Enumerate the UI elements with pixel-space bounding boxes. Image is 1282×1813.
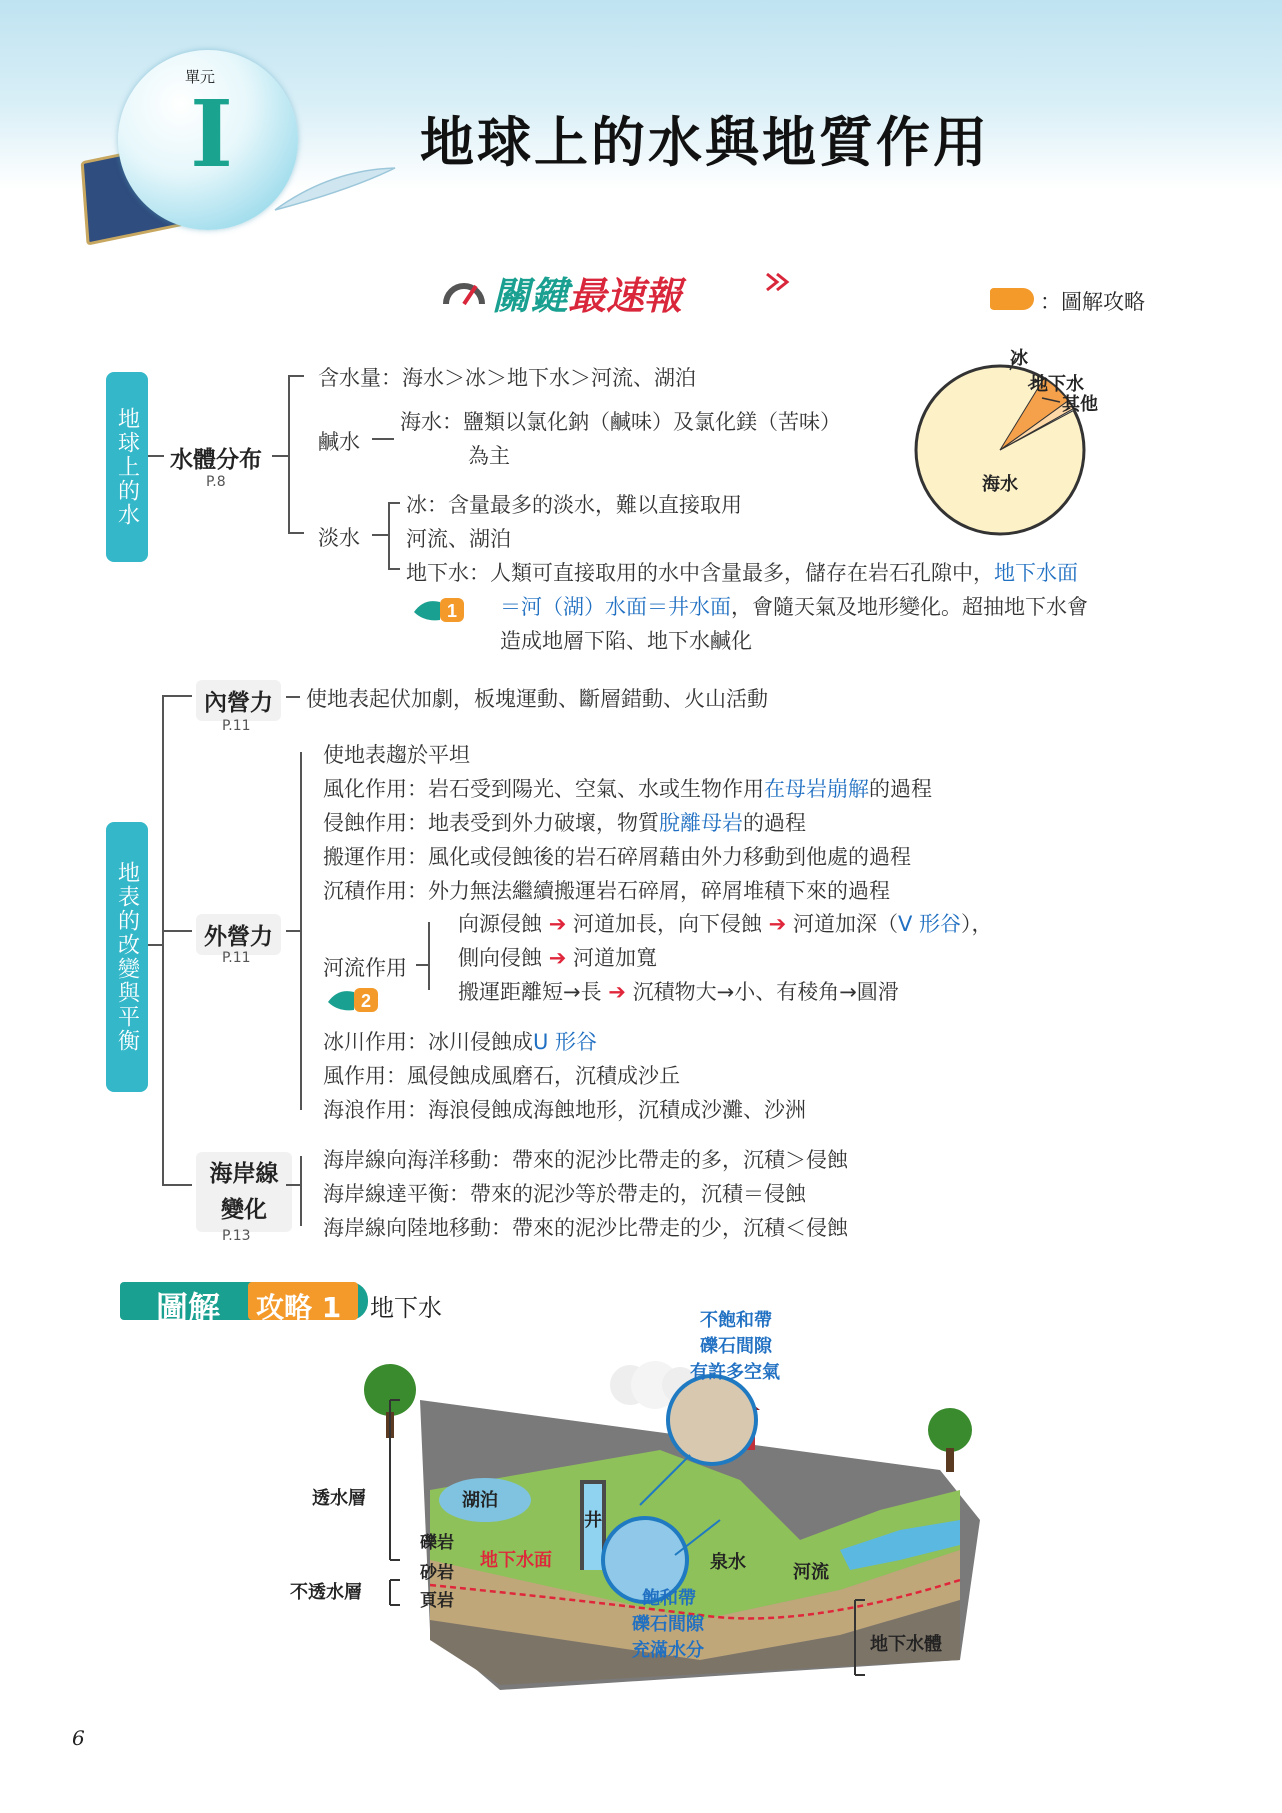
legend-text: ：圖解攻略 <box>1040 290 1145 314</box>
label-saturated-2: 礫石間隙 <box>632 1614 704 1635</box>
connector <box>372 438 394 440</box>
label-saturated-1: 飽和帶 <box>642 1588 696 1609</box>
pie-label-sea: 海水 <box>982 474 1018 495</box>
diagram-band-num: 1 <box>321 1291 342 1324</box>
node-endogenic: 內營力 <box>196 680 281 721</box>
erosion-text: 侵蝕作用：地表受到外力破壞，物質 <box>323 811 659 835</box>
weathering-highlight: 在母岩崩解 <box>764 777 869 801</box>
bracket <box>300 752 302 1110</box>
groundwater-line-3: 造成地層下陷、地下水鹹化 <box>500 629 752 653</box>
label-unsaturated-2: 礫石間隙 <box>700 1336 772 1357</box>
content-line: 含水量：海水＞冰＞地下水＞河流、湖泊 <box>318 366 696 390</box>
bracket <box>428 922 430 990</box>
gw-highlight-2: ＝河（湖）水面＝井水面 <box>500 595 731 619</box>
tip-badge-number: 1 <box>446 601 458 621</box>
label-gravel: 礫岩 <box>420 1533 454 1553</box>
transport: 搬運作用：風化或侵蝕後的岩石碎屑藉由外力移動到他處的過程 <box>323 845 911 869</box>
page-ref: P.13 <box>222 1228 251 1244</box>
label-well: 井 <box>584 1510 602 1531</box>
connector <box>162 1184 192 1186</box>
key-section-title <box>492 265 682 320</box>
salt-line-2: 為主 <box>468 444 510 468</box>
river-line-1 <box>458 908 993 938</box>
exo-flat: 使地表趨於平坦 <box>323 743 470 767</box>
connector <box>388 502 400 504</box>
fresh-label: 淡水 <box>318 526 360 550</box>
arrow-right-icon: ➔ <box>548 912 567 936</box>
coast-line-2: 海岸線達平衡：帶來的泥沙等於帶走的，沉積＝侵蝕 <box>323 1182 806 1206</box>
label-permeable: 透水層 <box>312 1488 366 1509</box>
node-coastline-2: 變化 <box>221 1197 267 1223</box>
connector <box>388 568 400 570</box>
weathering-end: 的過程 <box>869 777 932 801</box>
weathering <box>323 773 932 803</box>
river-text: 河道加深（ <box>792 912 898 936</box>
connector <box>272 455 288 457</box>
erosion-end: 的過程 <box>743 811 806 835</box>
river-text: 側向侵蝕 <box>458 946 542 970</box>
connector <box>288 532 304 534</box>
diagram-band-sub <box>256 1286 341 1326</box>
label-unsaturated-1: 不飽和帶 <box>700 1310 772 1331</box>
river-text: 沉積物大→小、有稜角→圓滑 <box>632 980 899 1004</box>
salt-label: 鹹水 <box>318 430 360 454</box>
label-sandstone: 砂岩 <box>420 1563 454 1583</box>
groundwater-line-1 <box>406 557 1078 587</box>
tip-badge-1 <box>412 594 468 624</box>
bracket <box>162 695 164 1185</box>
glacier-text: 冰川作用：冰川侵蝕成 <box>323 1030 533 1054</box>
river-text: 河道加長，向下侵蝕 <box>572 912 762 936</box>
deposition: 沉積作用：外力無法繼續搬運岩石碎屑，碎屑堆積下來的過程 <box>323 879 890 903</box>
page-number: 6 <box>72 1726 85 1750</box>
tip-badge-number: 2 <box>360 991 372 1011</box>
bracket <box>388 502 390 570</box>
connector <box>372 534 388 536</box>
gw-text: 地下水：人類可直接取用的水中含量最多，儲存在岩石孔隙中， <box>406 561 994 585</box>
label-unsaturated-3: 有許多空氣 <box>690 1362 780 1383</box>
label-groundwater-body: 地下水體 <box>870 1634 942 1655</box>
arrow-right-icon: ➔ <box>548 946 567 970</box>
diagram-band-sub-text: 攻略 <box>256 1291 313 1324</box>
erosion <box>323 807 806 837</box>
wave: 海浪作用：海浪侵蝕成海蝕地形，沉積成沙灘、沙洲 <box>323 1098 806 1122</box>
arrow-right-icon: ➔ <box>608 980 626 1004</box>
unit-label: 單元 <box>185 68 216 86</box>
tip-legend-icon <box>990 288 1034 310</box>
wind: 風作用：風侵蝕成風磨石，沉積成沙丘 <box>323 1064 680 1088</box>
diagram-subject: 地下水 <box>370 1294 442 1322</box>
water-pie-chart <box>910 350 1150 560</box>
glacier <box>323 1026 597 1056</box>
weathering-text: 風化作用：岩石受到陽光、空氣、水或生物作用 <box>323 777 764 801</box>
tab-surface: 地表的改變與平衡 <box>106 822 148 1092</box>
node-exogenic: 外營力 <box>196 914 281 955</box>
glacier-highlight: U 形谷 <box>533 1030 598 1054</box>
connector <box>288 375 304 377</box>
salt-line-1: 海水：鹽類以氯化鈉（鹹味）及氯化鎂（苦味） <box>400 410 841 434</box>
label-spring: 泉水 <box>710 1552 746 1573</box>
gauge-icon <box>440 270 490 310</box>
pie-label-ice: 冰 <box>1010 348 1028 369</box>
coast-line-1: 海岸線向海洋移動：帶來的泥沙比帶走的多，沉積＞侵蝕 <box>323 1148 848 1172</box>
connector <box>286 696 300 698</box>
gw-highlight: 地下水面 <box>994 561 1078 585</box>
feather-icon <box>270 160 400 220</box>
unit-number: I <box>190 80 234 188</box>
pie-label-other: 其他 <box>1062 394 1098 415</box>
node-coastline <box>196 1152 292 1232</box>
label-saturated-3: 充滿水分 <box>632 1640 704 1661</box>
label-river: 河流 <box>793 1562 829 1583</box>
tip-badge-2 <box>326 984 382 1014</box>
label-impermeable: 不透水層 <box>290 1582 362 1603</box>
fresh-ice: 冰：含量最多的淡水，難以直接取用 <box>406 493 742 517</box>
connector <box>286 930 300 932</box>
connector <box>286 1184 300 1186</box>
endo-text: 使地表起伏加劇，板塊運動、斷層錯動、火山活動 <box>306 687 768 711</box>
diagram-band-title: 圖解 <box>156 1289 221 1327</box>
river-highlight: V 形谷 <box>897 912 962 936</box>
river-text: 河道加寬 <box>572 946 657 970</box>
node-water-distribution: 水體分布 <box>164 439 268 476</box>
chevron-right-icon <box>765 270 797 294</box>
bracket <box>300 1156 302 1226</box>
label-lake: 湖泊 <box>462 1490 498 1511</box>
key-title-part2: 最速報 <box>568 274 683 318</box>
river-text: ）， <box>961 912 993 936</box>
pie-label-groundwater: 地下水 <box>1030 374 1084 395</box>
connector <box>416 964 428 966</box>
river-line-2 <box>458 942 657 972</box>
node-coastline-1: 海岸線 <box>209 1161 279 1187</box>
fresh-river: 河流、湖泊 <box>406 527 511 551</box>
coast-line-3: 海岸線向陸地移動：帶來的泥沙比帶走的少，沉積＜侵蝕 <box>323 1216 848 1240</box>
river-text: 向源侵蝕 <box>458 912 542 936</box>
river-line-3 <box>458 976 899 1006</box>
connector <box>148 944 162 946</box>
bracket <box>288 375 290 533</box>
connector <box>162 695 192 697</box>
river-label: 河流作用 <box>323 956 407 980</box>
groundwater-diagram <box>280 1310 1000 1710</box>
label-water-table: 地下水面 <box>480 1550 552 1571</box>
tab-water: 地球上的水 <box>106 372 148 562</box>
label-shale: 頁岩 <box>420 1591 454 1611</box>
key-title-part1: 關鍵 <box>492 274 569 318</box>
page-ref: P.8 <box>206 474 226 490</box>
river-text: 搬運距離短→長 <box>458 980 602 1004</box>
groundwater-line-2 <box>500 591 1088 621</box>
page-title: 地球上的水與地質作用 <box>420 111 990 174</box>
gw-text-2: ，會隨天氣及地形變化。超抽地下水會 <box>731 595 1088 619</box>
erosion-highlight: 脫離母岩 <box>659 811 743 835</box>
page-ref: P.11 <box>222 718 251 734</box>
connector <box>162 930 192 932</box>
arrow-right-icon: ➔ <box>768 912 787 936</box>
page-ref: P.11 <box>222 950 251 966</box>
